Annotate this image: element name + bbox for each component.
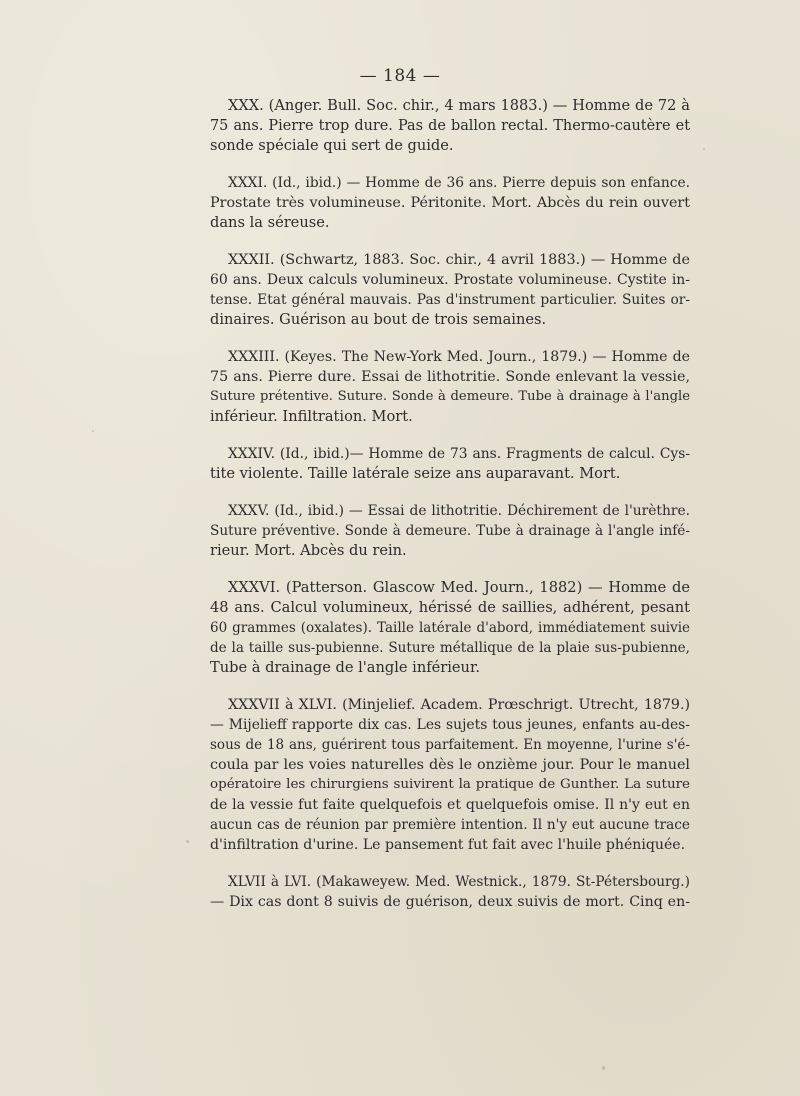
text-line: 75 ans. Pierre trop dure. Pas de ballon rectal. Thermo-cautère et xyxy=(210,118,690,134)
text-line: dans la séreuse. xyxy=(210,214,330,231)
text-line: de la taille sus-pubienne. Suture métallique de la plaie sus-pubienne, xyxy=(210,640,690,656)
paper-speck xyxy=(186,840,189,843)
case-xxx-paragraph xyxy=(210,96,690,156)
text-line: Tube à drainage de l'angle inférieur. xyxy=(210,659,480,676)
paper-speck xyxy=(703,148,705,150)
text-line: XXXIV. (Id., ibid.)— Homme de 73 ans. Fragments de calcul. Cys- xyxy=(228,446,690,462)
text-line: XXXVI. (Patterson. Glascow Med. Journ., 1882) — Homme de xyxy=(228,579,690,596)
case-xxxiv-paragraph xyxy=(210,444,690,484)
case-xlvii-lvi-paragraph xyxy=(210,872,690,912)
text-line: de la vessie fut faite quelquefois et quelquefois omise. Il n'y eut en xyxy=(210,797,690,813)
text-line: 48 ans. Calcul volumineux, hérissé de saillies, adhérent, pesant xyxy=(210,599,690,616)
text-line: — Mijelieff rapporte dix cas. Les sujets tous jeunes, enfants au-des- xyxy=(210,717,690,733)
text-line: Suture préventive. Sonde à demeure. Tube à drainage à l'angle infé- xyxy=(210,523,690,539)
text-line: inférieur. Infiltration. Mort. xyxy=(210,408,413,425)
case-xxxv-paragraph xyxy=(210,501,690,561)
text-line: 75 ans. Pierre dure. Essai de lithotritie. Sonde enlevant la vessie, xyxy=(210,369,690,385)
page-number: — 184 — xyxy=(359,66,441,86)
case-xxxvi-paragraph xyxy=(210,578,690,678)
text-line: rieur. Mort. Abcès du rein. xyxy=(210,542,407,559)
case-xxxii-paragraph xyxy=(210,250,690,330)
text-line: dinaires. Guérison au bout de trois semaines. xyxy=(210,311,547,328)
text-line: — Dix cas dont 8 suivis de guérison, deux suivis de mort. Cinq en- xyxy=(210,894,690,910)
text-line: coula par les voies naturelles dès le onzième jour. Pour le manuel xyxy=(210,757,690,773)
text-line: XXXVII à XLVI. (Minjelief. Academ. Prœschrigt. Utrecht, 1879.) xyxy=(228,697,690,713)
text-line: XLVII à LVI. (Makaweyew. Med. Westnick., 1879. St-Pétersbourg.) xyxy=(228,874,690,890)
text-line: d'infiltration d'urine. Le pansement fut fait avec l'huile phéniquée. xyxy=(210,837,686,853)
paper-speck xyxy=(92,430,94,432)
text-line: 60 ans. Deux calculs volumineux. Prostate volumineuse. Cystite in- xyxy=(210,272,690,288)
paper-speck xyxy=(515,905,517,907)
text-line: 60 grammes (oxalates). Taille latérale d'abord, immédiatement suivie xyxy=(210,620,690,636)
paper-speck xyxy=(602,1066,605,1070)
text-line: XXX. (Anger. Bull. Soc. chir., 4 mars 1883.) — Homme de 72 à xyxy=(228,97,690,114)
text-line: Suture prétentive. Suture. Sonde à demeure. Tube à drainage à l'angle xyxy=(210,389,690,404)
body-text xyxy=(210,96,690,929)
case-xxxvii-xlvi-paragraph xyxy=(210,695,690,855)
case-xxxiii-paragraph xyxy=(210,347,690,427)
text-line: tense. Etat général mauvais. Pas d'instrument particulier. Suites or- xyxy=(210,292,690,308)
case-xxxi-paragraph xyxy=(210,173,690,233)
text-line: opératoire les chirurgiens suivirent la pratique de Gunther. La suture xyxy=(210,777,690,792)
text-line: XXXII. (Schwartz, 1883. Soc. chir., 4 avril 1883.) — Homme de xyxy=(228,252,690,268)
text-line: aucun cas de réunion par première intention. Il n'y eut aucune trace xyxy=(210,817,690,833)
text-line: XXXI. (Id., ibid.) — Homme de 36 ans. Pierre depuis son enfance. xyxy=(228,175,690,191)
text-line: sous de 18 ans, guérirent tous parfaitement. En moyenne, l'urine s'é- xyxy=(210,737,690,753)
text-line: Prostate très volumineuse. Péritonite. Mort. Abcès du rein ouvert xyxy=(210,195,690,211)
text-line: XXXV. (Id., ibid.) — Essai de lithotritie. Déchirement de l'urèthre. xyxy=(228,503,690,519)
text-line: tite violente. Taille latérale seize ans auparavant. Mort. xyxy=(210,465,621,482)
text-line: XXXIII. (Keyes. The New-York Med. Journ., 1879.) — Homme de xyxy=(228,349,690,365)
text-line: sonde spéciale qui sert de guide. xyxy=(210,137,454,154)
